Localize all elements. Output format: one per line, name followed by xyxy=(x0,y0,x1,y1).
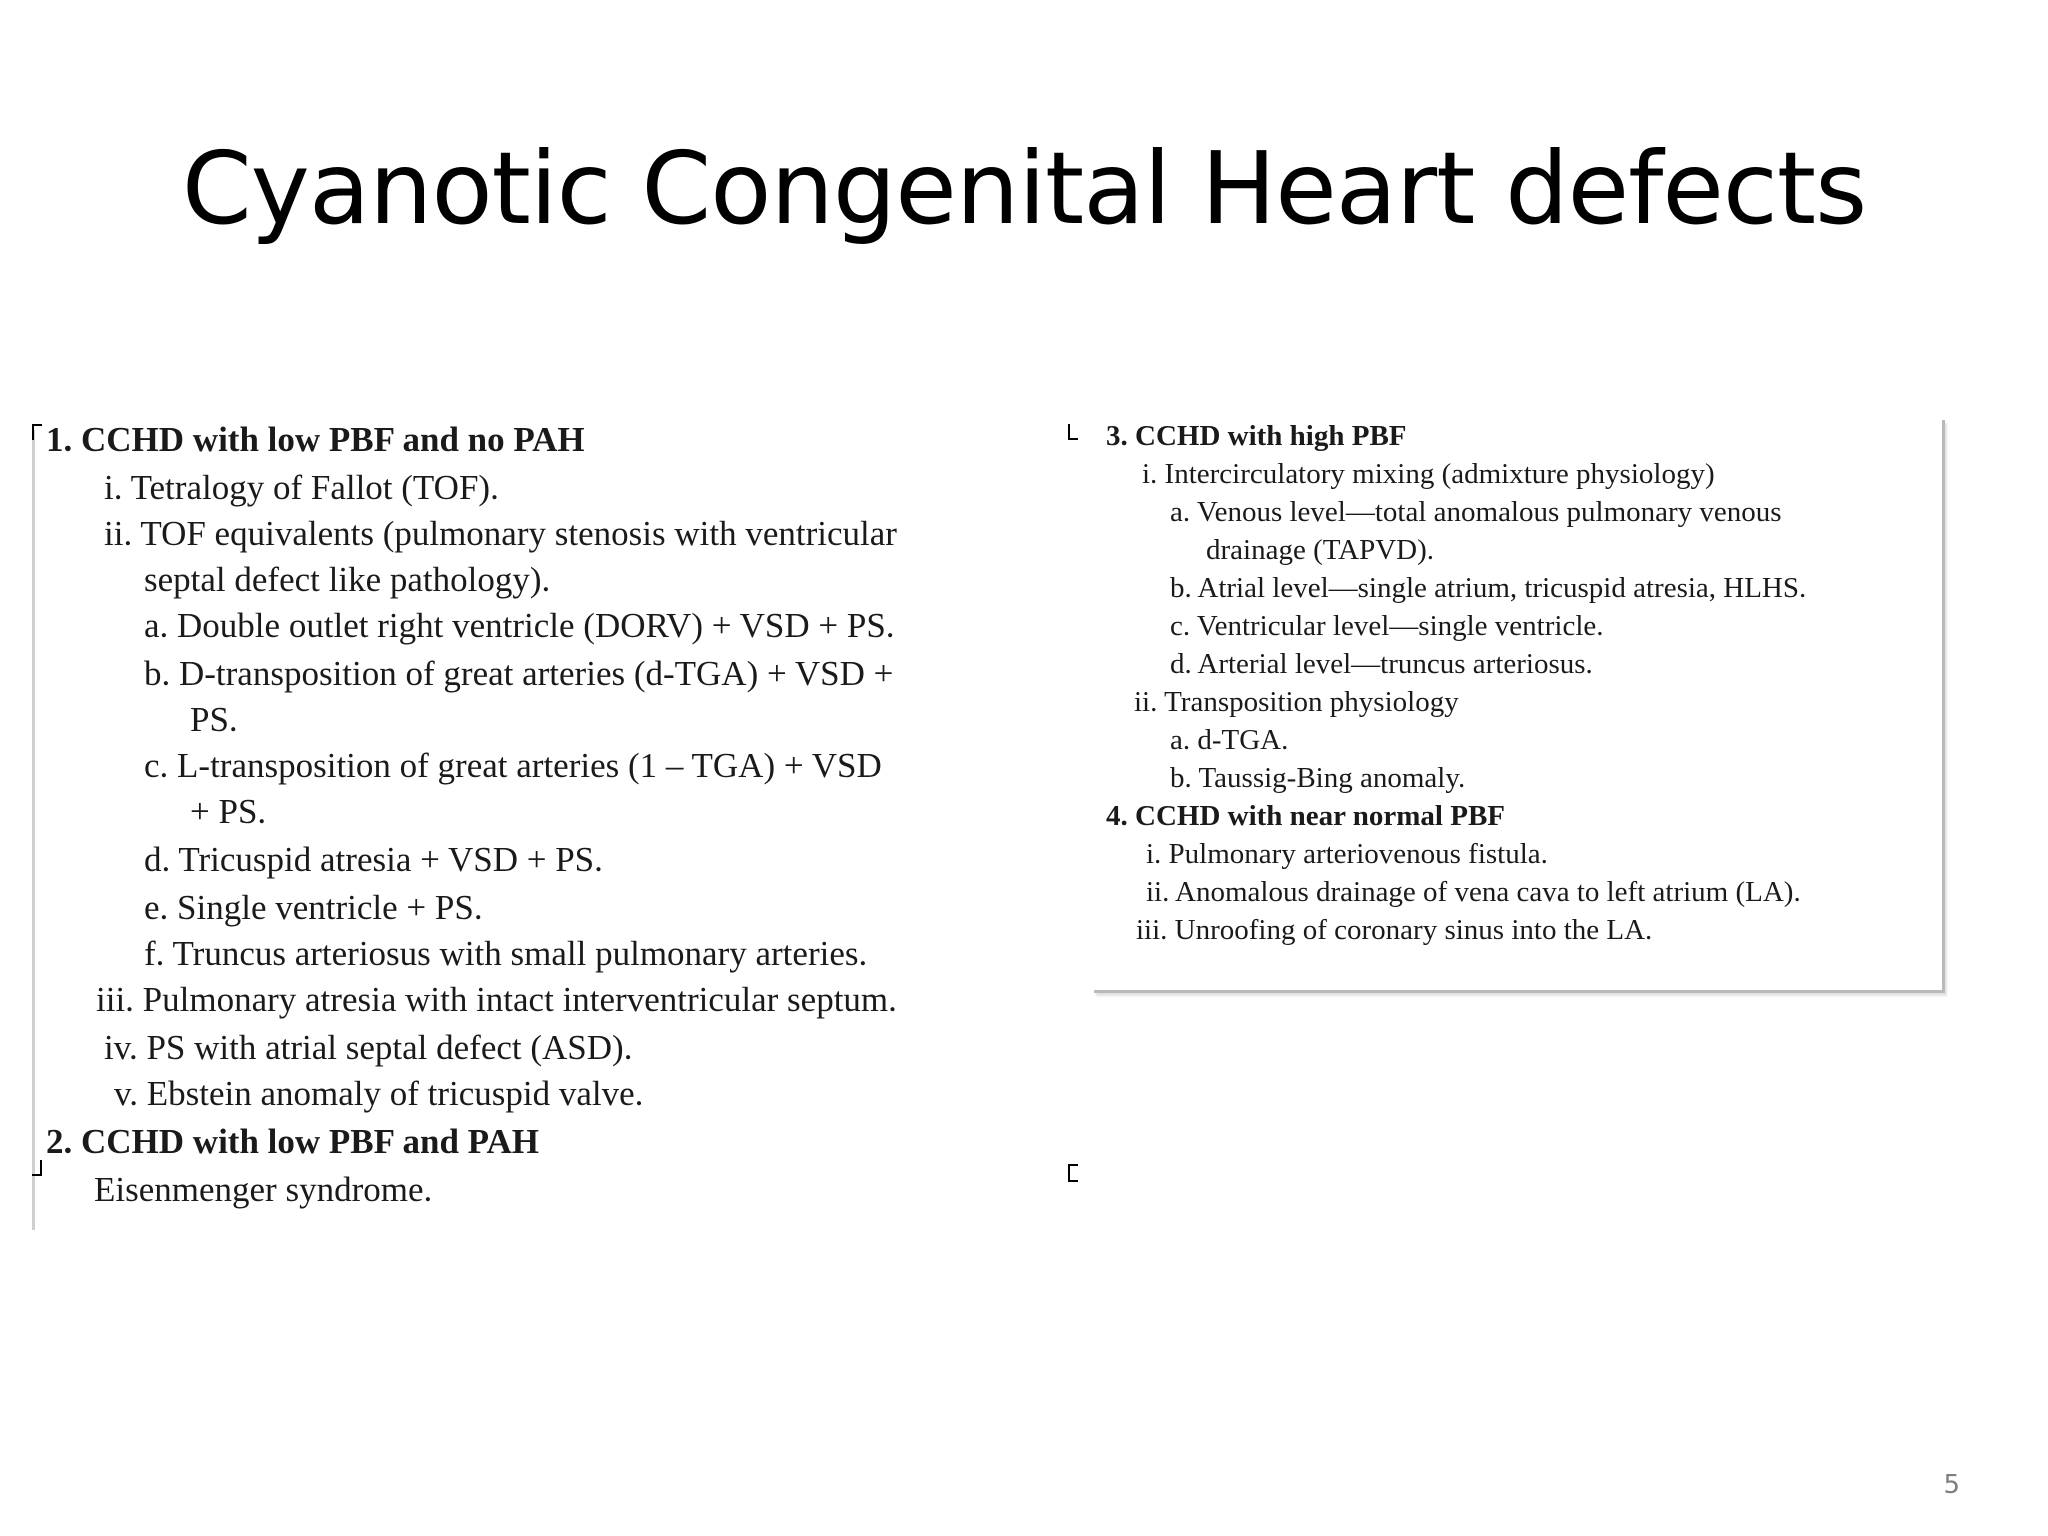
heading-2: 2. CCHD with low PBF and PAH xyxy=(46,1122,539,1161)
crop-mark-bottom-right-panel xyxy=(1068,1164,1078,1182)
page-number: 5 xyxy=(1943,1470,1960,1500)
list-item: b. D-transposition of great arteries (d-TGA) + VSD + xyxy=(144,654,894,693)
list-item: i. Tetralogy of Fallot (TOF). xyxy=(104,468,499,507)
list-item: c. Ventricular level—single ventricle. xyxy=(1170,610,1604,642)
list-item: iii. Pulmonary atresia with intact interventricular septum. xyxy=(96,980,897,1019)
list-item: a. d-TGA. xyxy=(1170,724,1289,756)
slide-title: Cyanotic Congenital Heart defects xyxy=(181,130,1867,247)
list-item: a. Double outlet right ventricle (DORV) + VSD + PS. xyxy=(144,606,895,645)
list-item: ii. Anomalous drainage of vena cava to left atrium (LA). xyxy=(1146,876,1801,908)
list-item: i. Intercirculatory mixing (admixture physiology) xyxy=(1142,458,1715,490)
list-item: b. Atrial level—single atrium, tricuspid atresia, HLHS. xyxy=(1170,572,1807,604)
heading-3: 3. CCHD with high PBF xyxy=(1106,420,1407,452)
list-item: b. Taussig-Bing anomaly. xyxy=(1170,762,1466,794)
left-scan-panel xyxy=(32,420,1092,1232)
list-item: f. Truncus arteriosus with small pulmonary arteries. xyxy=(144,934,868,973)
right-scan-panel xyxy=(1094,420,1945,993)
list-item: Eisenmenger syndrome. xyxy=(94,1170,433,1209)
heading-1: 1. CCHD with low PBF and no PAH xyxy=(46,420,585,459)
crop-mark-top-right-panel xyxy=(1068,424,1078,440)
list-item: i. Pulmonary arteriovenous fistula. xyxy=(1146,838,1548,870)
list-item: ii. Transposition physiology xyxy=(1134,686,1459,718)
left-scan-edge xyxy=(32,430,35,1230)
list-item-continuation: drainage (TAPVD). xyxy=(1206,534,1434,566)
crop-mark-bottom-left xyxy=(32,1160,42,1176)
list-item: e. Single ventricle + PS. xyxy=(144,888,483,927)
list-item-continuation: + PS. xyxy=(190,792,267,831)
crop-mark-top-left xyxy=(32,424,42,440)
list-item: a. Venous level—total anomalous pulmonary venous xyxy=(1170,496,1782,528)
list-item: d. Tricuspid atresia + VSD + PS. xyxy=(144,840,603,879)
list-item: c. L-transposition of great arteries (1 – TGA) + VSD xyxy=(144,746,882,785)
list-item: v. Ebstein anomaly of tricuspid valve. xyxy=(114,1074,644,1113)
list-item-continuation: PS. xyxy=(190,700,238,739)
heading-4: 4. CCHD with near normal PBF xyxy=(1106,800,1506,832)
list-item: ii. TOF equivalents (pulmonary stenosis with ventricular xyxy=(104,514,897,553)
list-item: d. Arterial level—truncus arteriosus. xyxy=(1170,648,1593,680)
list-item-continuation: septal defect like pathology). xyxy=(144,560,551,599)
list-item: iv. PS with atrial septal defect (ASD). xyxy=(104,1028,633,1067)
list-item: iii. Unroofing of coronary sinus into the LA. xyxy=(1136,914,1653,946)
